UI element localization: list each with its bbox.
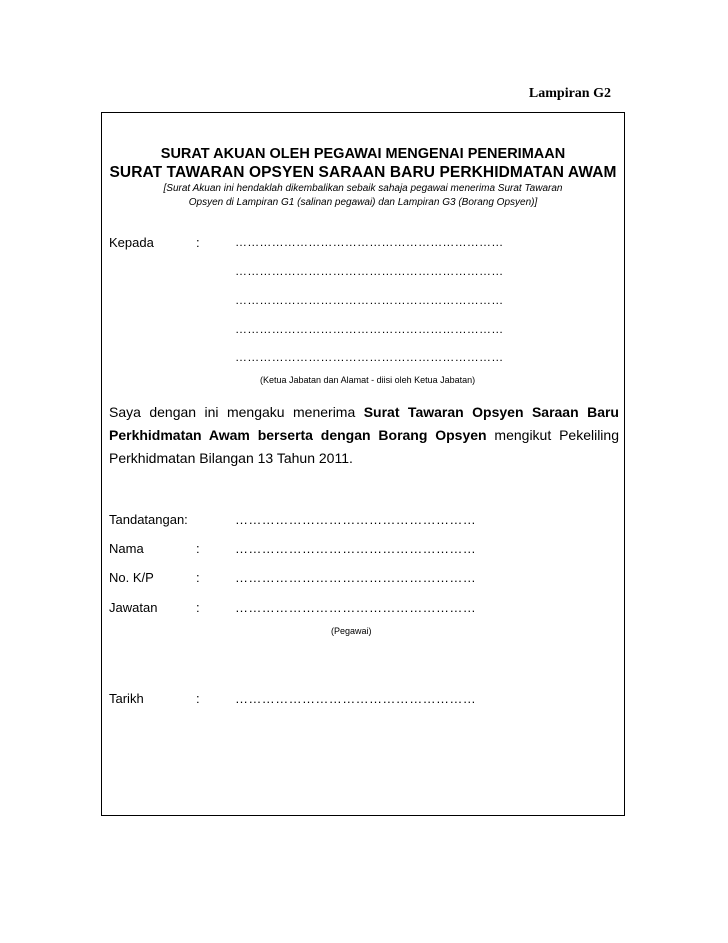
nokp-field[interactable]: ……………………………………………… [235,570,477,585]
jawatan-label: Jawatan [109,600,158,615]
tarikh-colon: : [196,691,200,706]
tarikh-label: Tarikh [109,691,144,706]
form-title-line-1: SURAT AKUAN OLEH PEGAWAI MENGENAI PENERIMAAN [160,146,566,162]
appendix-label: Lampiran G2 [528,86,611,101]
tarikh-field[interactable]: ……………………………………………… [235,691,477,706]
kepada-colon: : [196,235,200,250]
declaration-text-bold: Surat Tawaran Opsyen Saraan Baru Perkhidmatan Awam berserta dengan Borang Opsyen [109,404,619,443]
nokp-colon: : [196,570,200,585]
nokp-label: No. K/P [109,570,154,585]
kepada-label: Kepada [109,235,154,250]
kepada-line-2[interactable]: ………………………………………………………… [235,264,504,278]
kepada-line-4[interactable]: ………………………………………………………… [235,322,504,336]
kepada-line-3[interactable]: ………………………………………………………… [235,293,504,307]
tandatangan-field[interactable]: ……………………………………………… [235,512,477,527]
nama-label: Nama [109,541,144,556]
nama-field[interactable]: ……………………………………………… [235,541,477,556]
form-note-line-2: Opsyen di Lampiran G1 (salinan pegawai) dan Lampiran G3 (Borang Opsyen)] [188,197,538,208]
kepada-caption: (Ketua Jabatan dan Alamat - diisi oleh Ketua Jabatan) [260,375,476,385]
tandatangan-label: Tandatangan: [109,512,188,527]
declaration-paragraph [109,401,619,470]
kepada-line-1[interactable]: ………………………………………………………… [235,235,504,249]
jawatan-field[interactable]: ……………………………………………… [235,600,477,615]
pegawai-caption: (Pegawai) [331,626,372,636]
kepada-line-5[interactable]: ………………………………………………………… [235,350,504,364]
form-note-line-1: [Surat Akuan ini hendaklah dikembalikan sebaik sahaja pegawai menerima Surat Tawaran [163,183,563,194]
nama-colon: : [196,541,200,556]
declaration-form [101,112,625,816]
form-title-line-2: SURAT TAWARAN OPSYEN SARAAN BARU PERKHIDMATAN AWAM [109,164,617,181]
jawatan-colon: : [196,600,200,615]
declaration-text-1: Saya dengan ini mengaku menerima [109,404,364,420]
declaration-text-2: mengikut Pekeliling Perkhidmatan Bilangan 13 Tahun 2011. [109,427,619,466]
